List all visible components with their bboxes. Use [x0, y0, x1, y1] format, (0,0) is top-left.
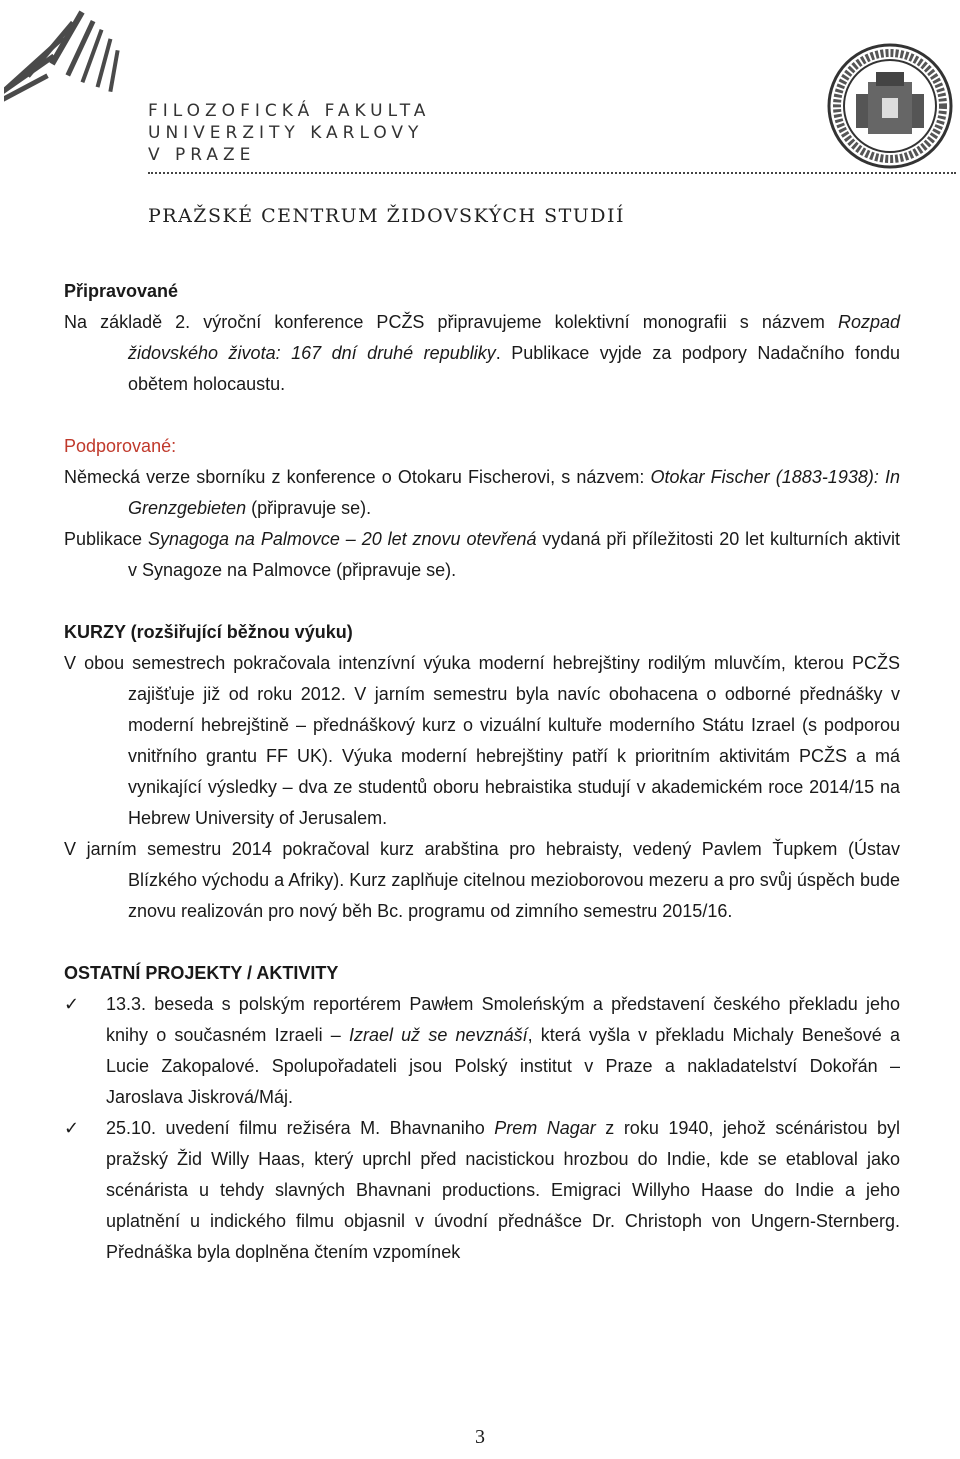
university-seal-icon [826, 42, 954, 170]
faculty-logo-icon [4, 4, 144, 154]
department-title: PRAŽSKÉ CENTRUM ŽIDOVSKÝCH STUDIÍ [148, 205, 626, 227]
text: vydaná při příležitosti 20 let kulturních aktivit v Synagoze na Palmovce (připravuje se). [128, 529, 900, 580]
page-header [0, 0, 960, 227]
paragraph-pripravovane [64, 307, 900, 400]
faculty-line-1: FILOZOFICKÁ FAKULTA [148, 101, 431, 121]
text: , která vyšla v překladu Michaly Benešové a Lucie Zakopalové. Spolupořadateli jsou Polský institut v Praze a nakladatelství Dokořán – Jaroslava Jiskrová/Máj. [106, 1025, 900, 1107]
book-title: Izrael už se nevznáší [348, 1025, 528, 1045]
text: 25.10. uvedení filmu režiséra M. Bhavnaniho [106, 1118, 495, 1138]
page-number: 3 [475, 1426, 485, 1448]
checkmark-icon: ✓ [64, 994, 80, 1015]
document-body [64, 276, 900, 1268]
faculty-line-2: UNIVERZITY KARLOVY [148, 123, 424, 143]
text: . Publikace vyjde za podpory Nadačního fondu obětem holocaustu. [128, 343, 900, 394]
text: 13.3. beseda s polským reportérem Pawłem Smoleńským a představení českého překladu jeho knihy o současném Izraeli – [106, 994, 900, 1045]
checkmark-icon: ✓ [64, 1118, 80, 1139]
section-title-pripravovane: Připravované [64, 281, 179, 301]
list-item [64, 1113, 900, 1268]
paragraph-podporovane-1 [64, 462, 900, 524]
paragraph-kurzy-1: V obou semestrech pokračovala intenzívní výuka moderní hebrejštiny rodilým mluvčím, kterou PCŽS zajišťuje již od roku 2012. V jarním semestru byla navíc obohacena o odborné přednášky v moderní hebrejštině – přednáškový kurz o vizuální kultuře moderního Státu Izrael (s podporou vnitřního grantu FF UK). Výuka moderní hebrejštiny patří k prioritním aktivitám PCŽS a má vynikající výsledky – dva ze studentů oboru hebraistika studují v akademickém roce 2014/15 na Hebrew University of Jerusalem. [64, 653, 900, 828]
section-title-podporovane: Podporované: [64, 436, 177, 456]
header-divider [148, 172, 956, 174]
text: z roku 1940, jehož scénáristou byl pražský Žid Willy Haas, který uprchl před nacistickou hrozbou do Indie, kde se etabloval jako scénárista u tehdy slavných Bhavnani productions. Emigraci Willyho Haase do Indie a jeho uplatnění u indického filmu objasnil v úvodní přednášce Dr. Christoph von Ungern-Sternberg. Přednáška byla doplněna čtením vzpomínek [106, 1118, 900, 1262]
book-title: Otokar Fischer (1883-1938): In Grenzgebieten [128, 467, 900, 518]
text: Na základě 2. výroční konference PCŽS připravujeme kolektivní monografii s názvem [64, 312, 838, 332]
text: (připravuje se). [246, 498, 372, 518]
film-title: Prem Nagar [494, 1118, 596, 1138]
section-title-ostatni: OSTATNÍ PROJEKTY / AKTIVITY [64, 963, 339, 983]
text: Publikace [64, 529, 148, 549]
faculty-line-3: V PRAZE [148, 145, 256, 165]
list-item [64, 989, 900, 1113]
paragraph-podporovane-2 [64, 524, 900, 586]
paragraph-kurzy-2: V jarním semestru 2014 pokračoval kurz arabština pro hebraisty, vedený Pavlem Ťupkem (Ústav Blízkého východu a Afriky). Kurz zaplňuje citelnou mezioborovou mezeru a pro svůj úspěch bude znovu realizován pro nový běh Bc. programu od zimního semestru 2015/16. [64, 839, 900, 921]
text: Německá verze sborníku z konference o Otokaru Fischerovi, s názvem: [64, 467, 651, 487]
activities-list [64, 989, 900, 1268]
book-title: Synagoga na Palmovce – 20 let znovu otevřená [147, 529, 537, 549]
section-title-kurzy: KURZY (rozšiřující běžnou výuku) [64, 622, 353, 642]
faculty-name [148, 100, 430, 166]
book-title: Rozpad židovského života: 167 dní druhé republiky [128, 312, 900, 363]
